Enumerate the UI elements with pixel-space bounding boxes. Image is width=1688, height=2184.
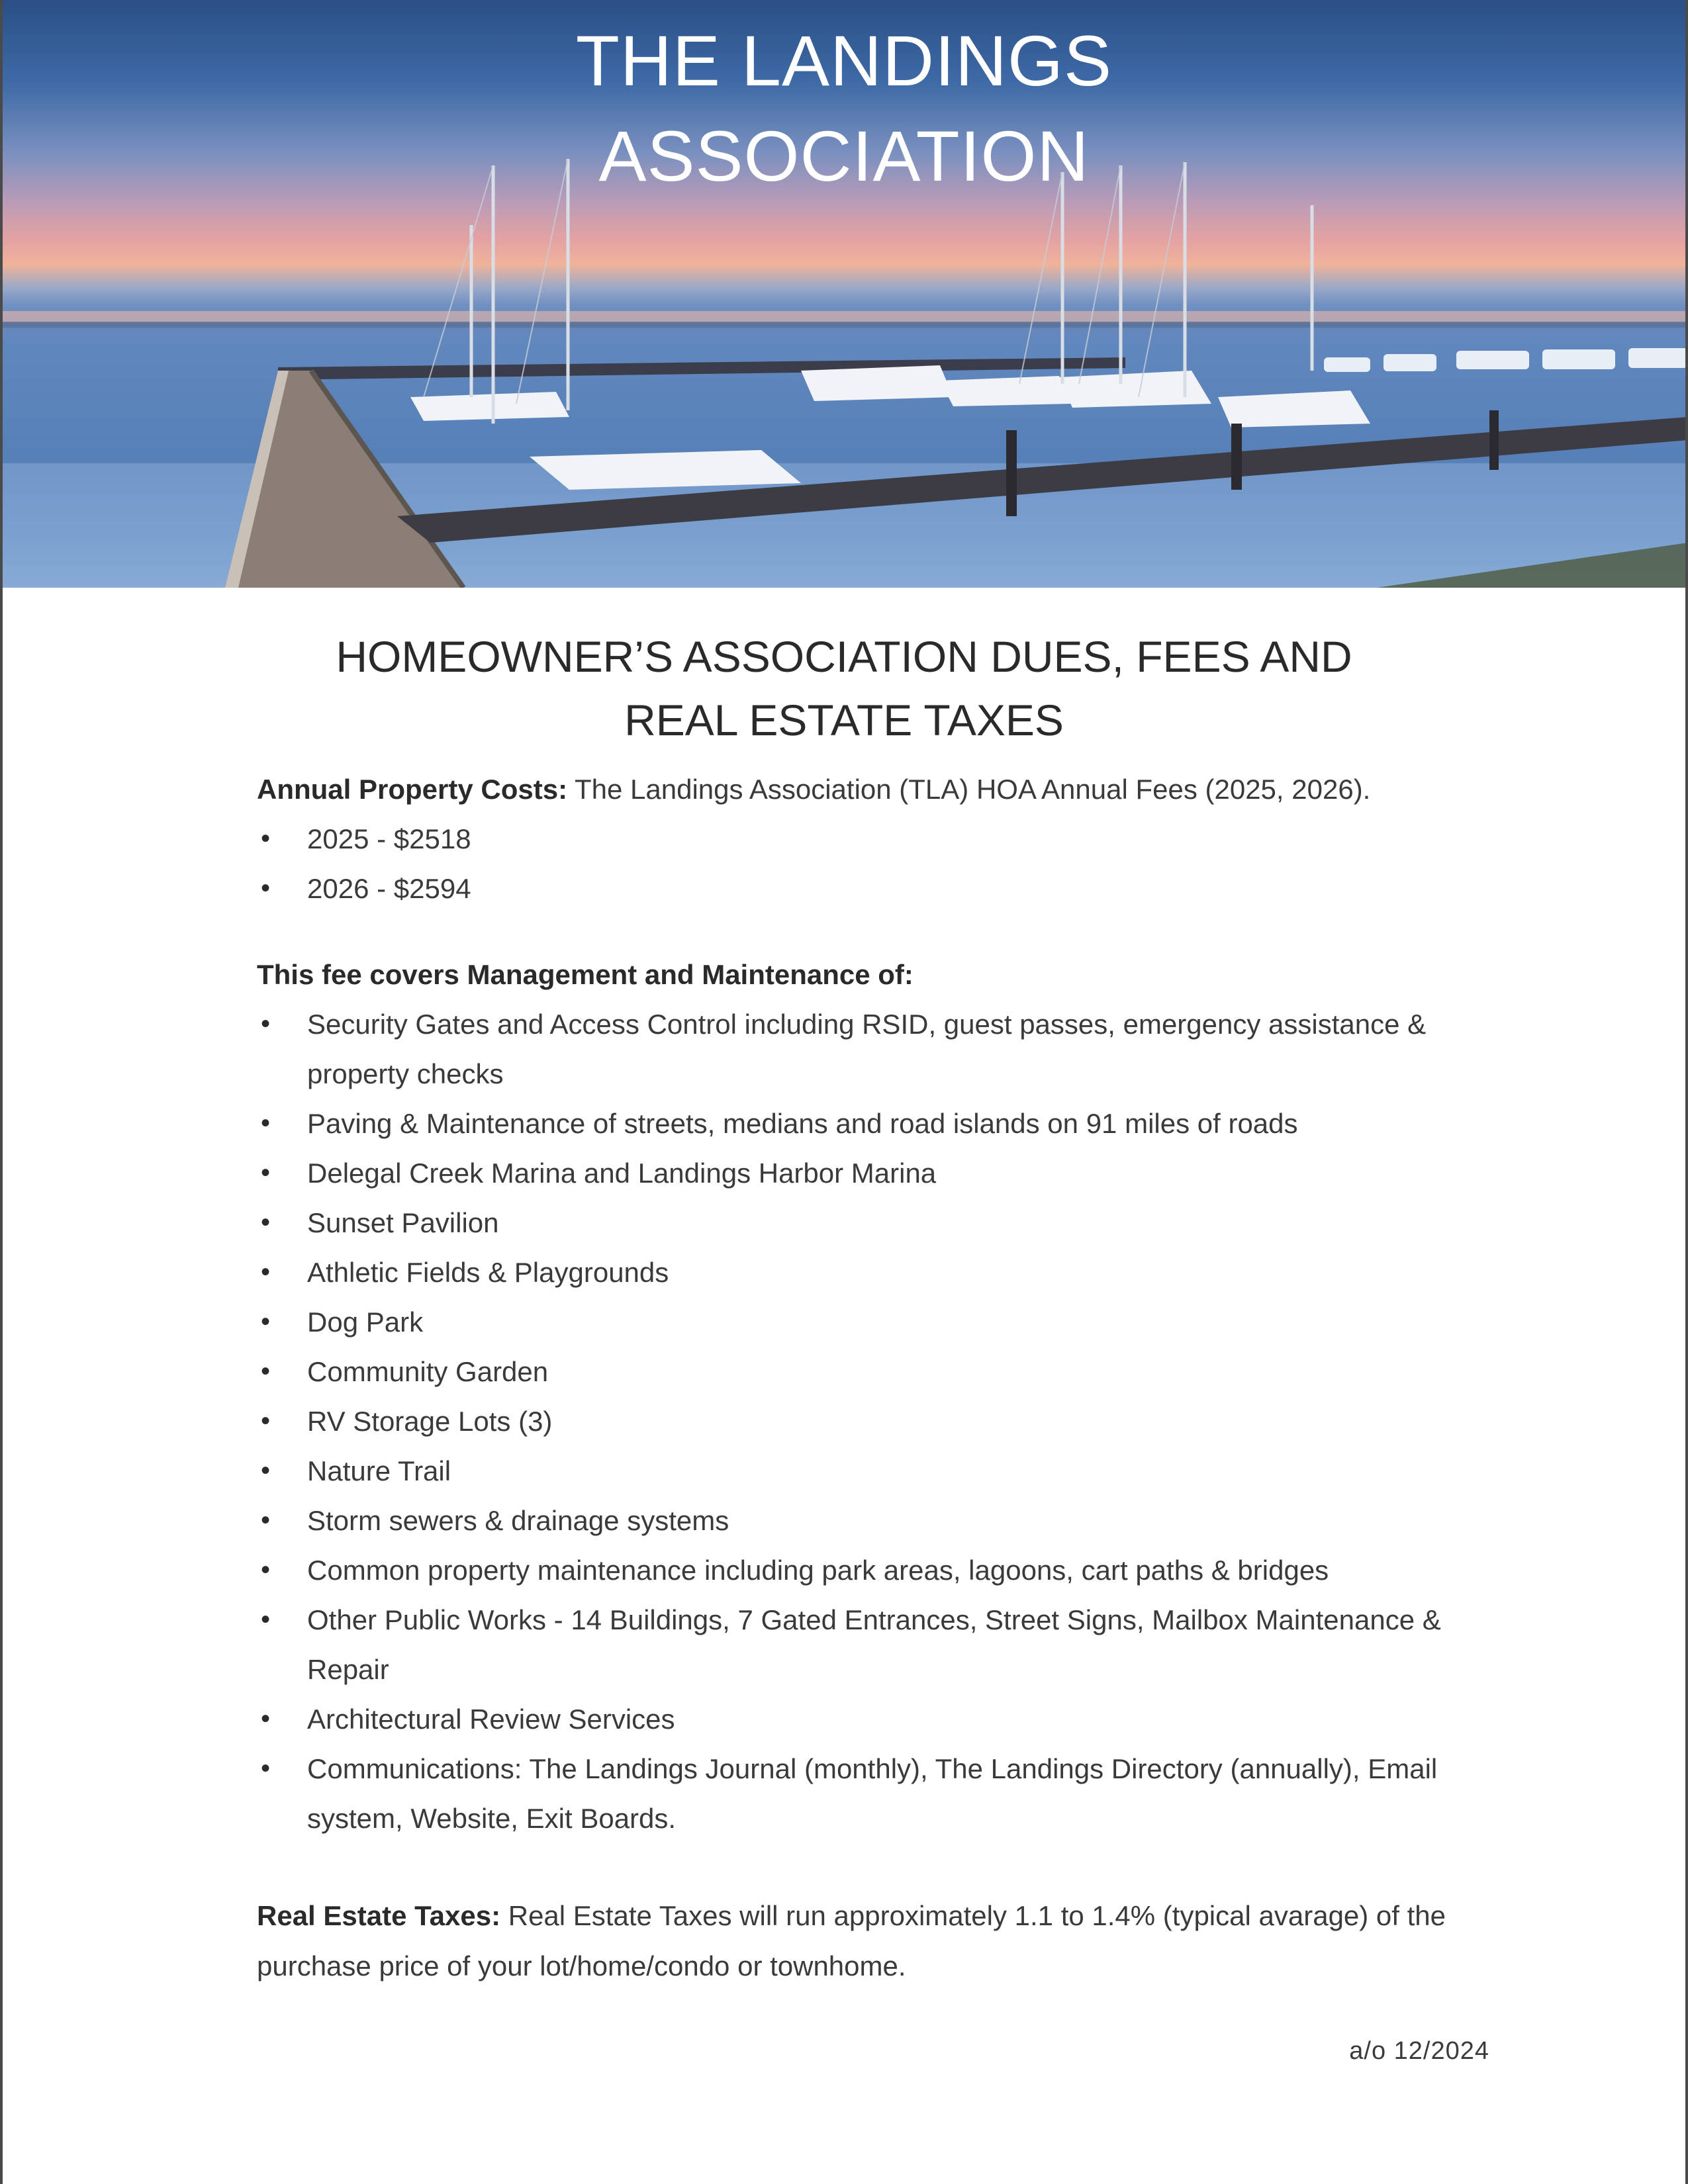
content — [257, 765, 1488, 1991]
page-title-line1: HOMEOWNER’S ASSOCIATION DUES, FEES AND — [336, 632, 1352, 681]
list-item: • Sunset Pavilion — [257, 1198, 1488, 1248]
bullet-icon: • — [261, 1208, 271, 1237]
annual-costs-paragraph — [257, 765, 1488, 814]
list-item: • Security Gates and Access Control including RSID, guest passes, emergency assistance & property checks — [257, 999, 1488, 1099]
coverage-heading: This fee covers Management and Maintenance of: — [257, 959, 914, 990]
hero-title-line2: ASSOCIATION — [598, 116, 1090, 196]
bullet-icon: • — [261, 1754, 271, 1783]
page-title — [0, 625, 1688, 752]
hero-title-line1: THE LANDINGS — [575, 21, 1113, 101]
hero-banner — [0, 0, 1688, 588]
real-estate-taxes-text: Real Estate Taxes will run approximately 1.1 to 1.4% (typical avarage) of the purchase price of your lot/home/condo or townhome. — [257, 1900, 1446, 1981]
bullet-icon: • — [261, 874, 271, 903]
bullet-icon: • — [261, 1704, 271, 1733]
list-item: • Communications: The Landings Journal (monthly), The Landings Directory (annually), Email system, Website, Exit Boards. — [257, 1744, 1488, 1843]
annual-fees-list — [257, 814, 1488, 913]
bullet-icon: • — [261, 1406, 271, 1435]
page-title-line2: REAL ESTATE TAXES — [624, 696, 1064, 745]
list-item: • Paving & Maintenance of streets, medians and road islands on 91 miles of roads — [257, 1099, 1488, 1148]
bullet-icon: • — [261, 1158, 271, 1187]
list-item: • Athletic Fields & Playgrounds — [257, 1248, 1488, 1297]
bullet-icon: • — [261, 1307, 271, 1336]
bullet-icon: • — [261, 1257, 271, 1287]
list-item: • Common property maintenance including park areas, lagoons, cart paths & bridges — [257, 1545, 1488, 1595]
real-estate-taxes-label: Real Estate Taxes: — [257, 1900, 501, 1931]
real-estate-taxes-paragraph — [257, 1891, 1488, 1991]
bullet-icon: • — [261, 1506, 271, 1535]
coverage-list — [257, 999, 1488, 1843]
annual-costs-text: The Landings Association (TLA) HOA Annual Fees (2025, 2026). — [567, 774, 1371, 805]
bullet-icon: • — [261, 1555, 271, 1584]
list-item: • 2025 - $2518 — [257, 814, 1488, 864]
bullet-icon: • — [261, 1009, 271, 1038]
annual-costs-label: Annual Property Costs: — [257, 774, 568, 805]
list-item: • Architectural Review Services — [257, 1694, 1488, 1744]
bullet-icon: • — [261, 1357, 271, 1386]
list-item: • Nature Trail — [257, 1446, 1488, 1496]
as-of-date: a/o 12/2024 — [1349, 2037, 1489, 2065]
bullet-icon: • — [261, 1109, 271, 1138]
list-item: • Delegal Creek Marina and Landings Harbor Marina — [257, 1148, 1488, 1198]
bullet-icon: • — [261, 1605, 271, 1634]
list-item: • RV Storage Lots (3) — [257, 1396, 1488, 1446]
list-item: • Community Garden — [257, 1347, 1488, 1396]
hero-title — [0, 13, 1688, 204]
list-item: • Storm sewers & drainage systems — [257, 1496, 1488, 1545]
list-item: • 2026 - $2594 — [257, 864, 1488, 913]
list-item: • Dog Park — [257, 1297, 1488, 1347]
bullet-icon: • — [261, 824, 271, 853]
list-item: • Other Public Works - 14 Buildings, 7 Gated Entrances, Street Signs, Mailbox Maintenance & Repair — [257, 1595, 1488, 1694]
bullet-icon: • — [261, 1456, 271, 1485]
